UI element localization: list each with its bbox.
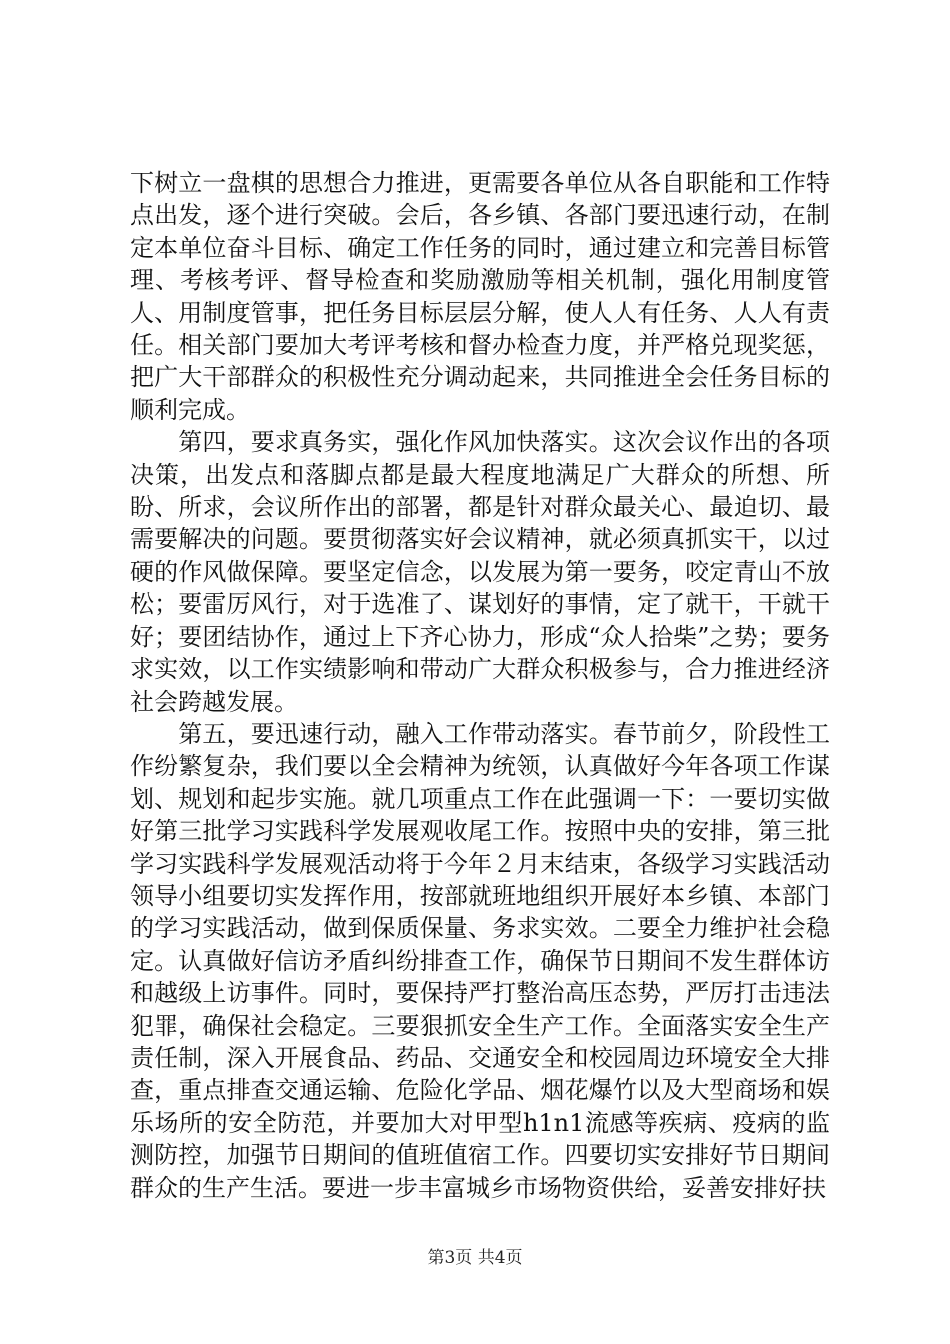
document-body (130, 167, 830, 1204)
paragraph-3: 第五，要迅速行动，融入工作带动落实。春节前夕，阶段性工作纷繁复杂，我们要以全会精神为统领，认真做好今年各项工作谋划、规划和起步实施。就几项重点工作在此强调一下：一要切实做好第三批学习实践科学发展观收尾工作。按照中央的安排，第三批学习实践科学发展观活动将于今年２月末结束，各级学习实践活动领导小组要切实发挥作用，按部就班地组织开展好本乡镇、本部门的学习实践活动，做到保质保量、务求实效。二要全力维护社会稳定。认真做好信访矛盾纠纷排查工作，确保节日期间不发生群体访和越级上访事件。同时，要保持严打整治高压态势，严厉打击违法犯罪，确保社会稳定。三要狠抓安全生产工作。全面落实安全生产责任制，深入开展食品、药品、交通安全和校园周边环境安全大排查，重点排查交通运输、危险化学品、烟花爆竹以及大型商场和娱乐场所的安全防范，并要加大对甲型h1n1流感等疾病、疫病的监测防控，加强节日期间的值班值宿工作。四要切实安排好节日期间群众的生产生活。要进一步丰富城乡市场物资供给，妥善安排好扶 (130, 719, 830, 1202)
page-number-footer: 第3页 共4页 (427, 1248, 523, 1268)
paragraph-1: 下树立一盘棋的思想合力推进，更需要各单位从各自职能和工作特点出发，逐个进行突破。会后，各乡镇、各部门要迅速行动，在制定本单位奋斗目标、确定工作任务的同时，通过建立和完善目标管理、考核考评、督导检查和奖励激励等相关机制，强化用制度管人、用制度管事，把任务目标层层分解，使人人有任务、人人有责任。相关部门要加大考评考核和督办检查力度，并严格兑现奖惩，把广大干部群众的积极性充分调动起来，共同推进全会任务目标的顺利完成。 (130, 169, 830, 424)
paragraph-2: 第四，要求真务实，强化作风加快落实。这次会议作出的各项决策，出发点和落脚点都是最大程度地满足广大群众的所想、所盼、所求，会议所作出的部署，都是针对群众最关心、最迫切、最需要解决的问题。要贯彻落实好会议精神，就必须真抓实干，以过硬的作风做保障。要坚定信念，以发展为第一要务，咬定青山不放松；要雷厉风行，对于选准了、谋划好的事情，定了就干，干就干好；要团结协作，通过上下齐心协力，形成“众人拾柴”之势；要务求实效，以工作实绩影响和带动广大群众积极参与，合力推进经济社会跨越发展。 (130, 428, 830, 716)
